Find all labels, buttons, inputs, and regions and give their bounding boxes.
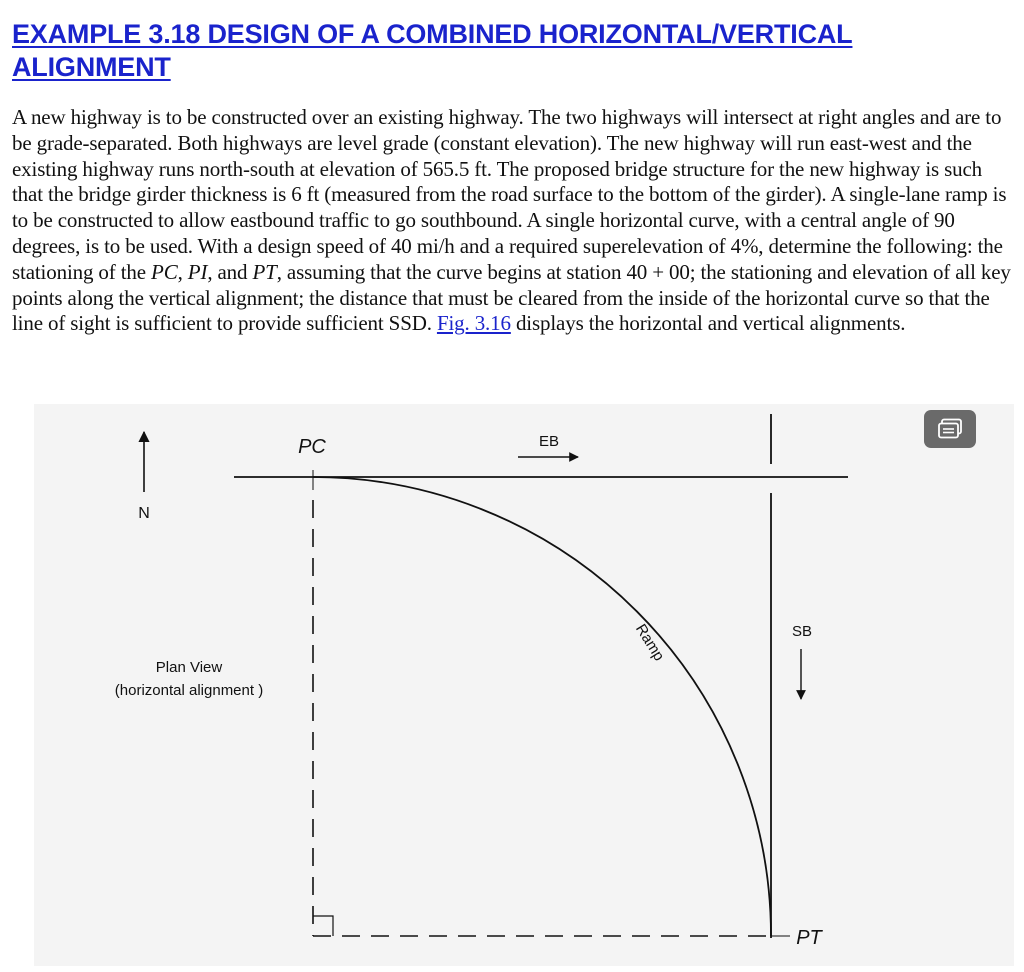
zoom-figure-button[interactable]: [924, 410, 976, 448]
example-heading: EXAMPLE 3.18 DESIGN OF A COMBINED HORIZONTAL/VERTICAL ALIGNMENT: [12, 19, 853, 82]
figure-link[interactable]: Fig. 3.16: [436, 311, 511, 336]
north-label: N: [138, 505, 150, 522]
pt-term: PT: [252, 259, 277, 284]
pc-term: PC: [151, 259, 178, 284]
ramp-label: Ramp: [632, 621, 668, 665]
sb-label: SB: [791, 623, 813, 640]
zoom-figure-icon: [937, 418, 963, 440]
statement-separator: ,: [177, 259, 188, 284]
ramp-curve: [313, 477, 771, 936]
pt-label: PT: [796, 927, 822, 949]
plan-view-subtitle: (horizontal alignment ): [114, 682, 264, 699]
pi-term: PI: [187, 259, 208, 284]
right-angle-marker: [313, 916, 333, 936]
statement-text: A new highway is to be constructed over an existing highway. The two highways will intersect at right angles and are to be grade-separated. Both highways are level grade (constant elevation). The new highway will run east-west and the existing highway runs north-south at elevation of 565.5 ft. The proposed bridge structure for the new highway is such that the bridge girder thickness is 6 ft (measured from the road surface to the bottom of the girder). A single-lane ramp is to be constructed to allow eastbound traffic to go southbound. A single horizontal curve, with a central angle of 90 degrees, is to be used. With a design speed of 40 mi/h and a required superelevation of 4%, determine the following: the stationing of the: [12, 105, 1007, 284]
statement-text: , assuming that the curve begins at station 40 + 00; the stationing and elevation of all key points along the vertical alignment; the distance that must be cleared from the inside of the horizontal curve so that the line of sight is sufficient to provide sufficient SSD.: [12, 259, 1011, 336]
eb-label: EB: [538, 433, 560, 450]
pc-label: PC: [298, 436, 326, 458]
plan-view-title: Plan View: [155, 659, 223, 676]
statement-text: displays the horizontal and vertical alignments.: [510, 311, 906, 336]
statement-separator: , and: [207, 259, 253, 284]
